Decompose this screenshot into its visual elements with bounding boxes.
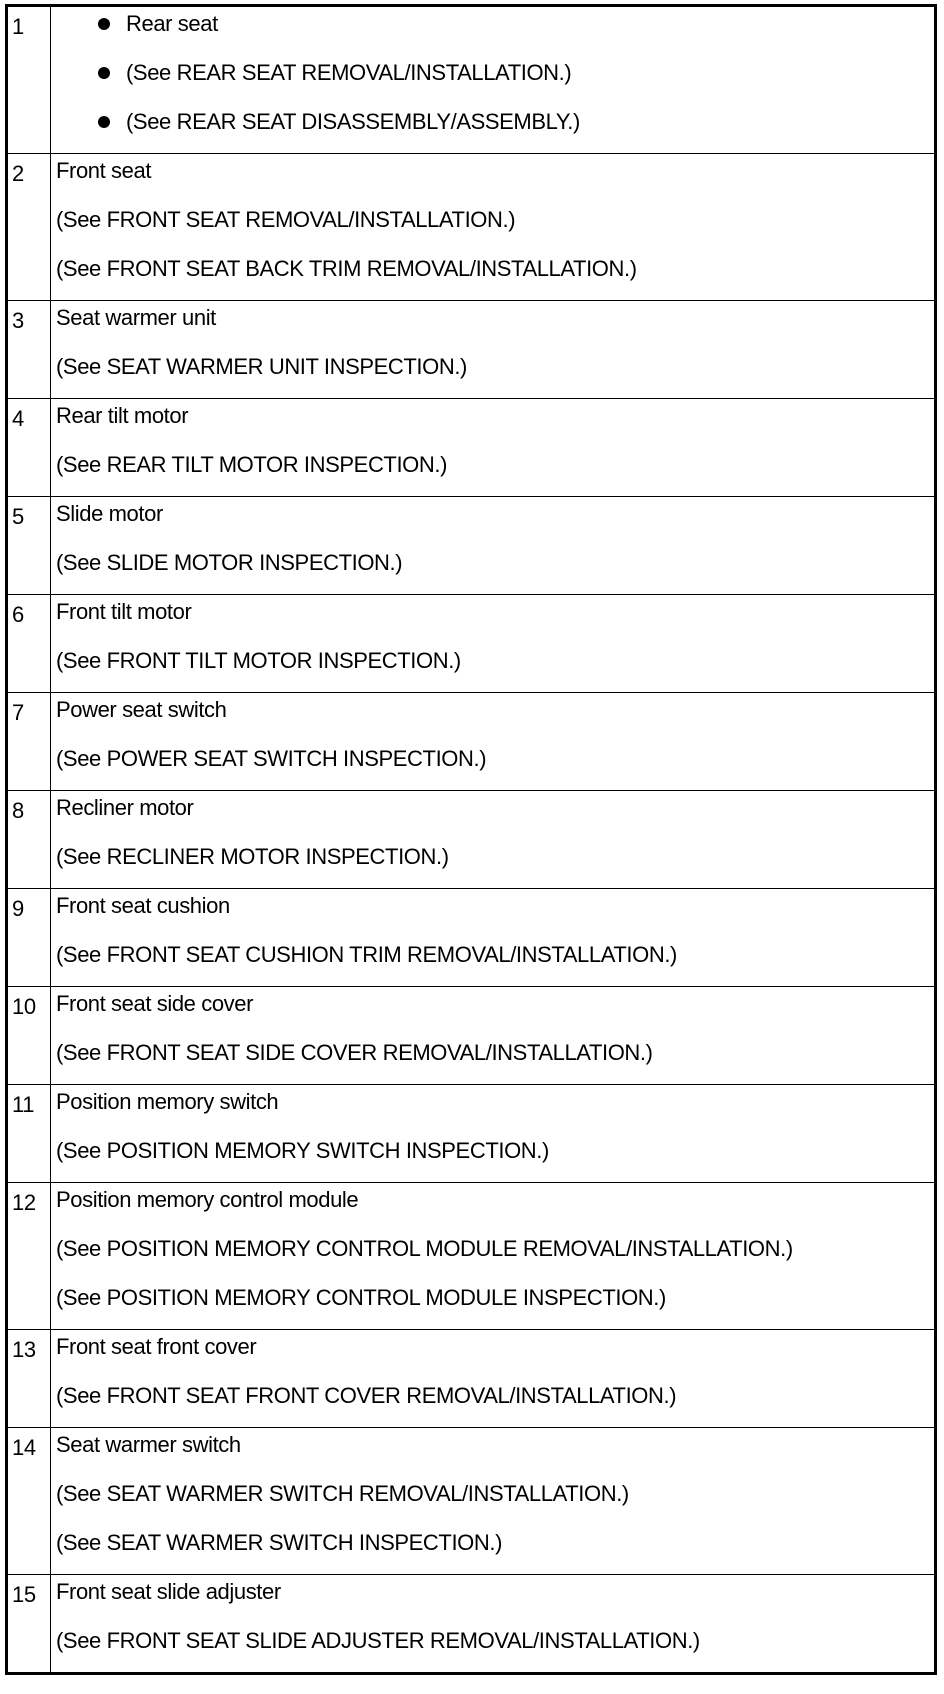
line-text: (See FRONT SEAT FRONT COVER REMOVAL/INSTALLATION.) xyxy=(56,1383,677,1408)
reference-link[interactable] xyxy=(56,742,934,790)
table-row xyxy=(7,1575,936,1674)
component-name xyxy=(56,889,934,938)
item-description xyxy=(51,1428,936,1575)
table-row xyxy=(7,1428,936,1575)
line-text: (See REAR TILT MOTOR INSPECTION.) xyxy=(56,452,448,477)
component-name xyxy=(56,301,934,350)
item-number: 7 xyxy=(7,693,51,791)
component-name xyxy=(56,1575,934,1624)
table-row xyxy=(7,154,936,301)
item-number: 14 xyxy=(7,1428,51,1575)
item-description xyxy=(51,889,936,987)
line-text: Front seat slide adjuster xyxy=(56,1579,281,1604)
line-text: Power seat switch xyxy=(56,697,227,722)
component-name xyxy=(56,595,934,644)
item-description xyxy=(51,1575,936,1674)
reference-link[interactable] xyxy=(56,448,934,496)
item-description xyxy=(51,1085,936,1183)
line-text: (See FRONT SEAT SIDE COVER REMOVAL/INSTALLATION.) xyxy=(56,1040,653,1065)
reference-link[interactable] xyxy=(56,56,934,105)
item-description xyxy=(51,1330,936,1428)
reference-link[interactable] xyxy=(56,1379,934,1427)
item-description xyxy=(51,595,936,693)
line-text: Front seat xyxy=(56,158,152,183)
reference-link[interactable] xyxy=(56,105,934,153)
table-row xyxy=(7,595,936,693)
line-text: Front seat front cover xyxy=(56,1334,257,1359)
line-text: Position memory switch xyxy=(56,1089,279,1114)
component-name xyxy=(56,1428,934,1477)
component-name xyxy=(56,987,934,1036)
table-row xyxy=(7,497,936,595)
line-text: Recliner motor xyxy=(56,795,194,820)
component-name xyxy=(56,791,934,840)
table-row xyxy=(7,399,936,497)
reference-link[interactable] xyxy=(56,1134,934,1182)
component-name xyxy=(56,7,934,56)
reference-link[interactable] xyxy=(56,1281,934,1329)
line-text: (See FRONT TILT MOTOR INSPECTION.) xyxy=(56,648,461,673)
table-row xyxy=(7,1085,936,1183)
line-text: (See RECLINER MOTOR INSPECTION.) xyxy=(56,844,449,869)
item-number: 8 xyxy=(7,791,51,889)
parts-table xyxy=(5,4,937,1675)
reference-link[interactable] xyxy=(56,840,934,888)
line-text: Front tilt motor xyxy=(56,599,192,624)
reference-link[interactable] xyxy=(56,350,934,398)
table-row xyxy=(7,889,936,987)
reference-link[interactable] xyxy=(56,1477,934,1526)
line-text: Slide motor xyxy=(56,501,163,526)
item-number: 9 xyxy=(7,889,51,987)
line-text: (See POSITION MEMORY CONTROL MODULE INSPECTION.) xyxy=(56,1285,666,1310)
reference-link[interactable] xyxy=(56,1036,934,1084)
component-name xyxy=(56,399,934,448)
item-description xyxy=(51,987,936,1085)
item-description xyxy=(51,399,936,497)
component-name xyxy=(56,1183,934,1232)
item-number: 10 xyxy=(7,987,51,1085)
line-text: (See FRONT SEAT REMOVAL/INSTALLATION.) xyxy=(56,207,516,232)
line-text: Position memory control module xyxy=(56,1187,359,1212)
item-number: 15 xyxy=(7,1575,51,1674)
item-description xyxy=(51,154,936,301)
item-description xyxy=(51,1183,936,1330)
item-number: 2 xyxy=(7,154,51,301)
line-text: (See FRONT SEAT CUSHION TRIM REMOVAL/INSTALLATION.) xyxy=(56,942,677,967)
table-row xyxy=(7,6,936,154)
table-row xyxy=(7,1183,936,1330)
item-number: 5 xyxy=(7,497,51,595)
item-number: 12 xyxy=(7,1183,51,1330)
reference-link[interactable] xyxy=(56,1526,934,1574)
line-text: (See SLIDE MOTOR INSPECTION.) xyxy=(56,550,403,575)
line-text: Rear seat xyxy=(126,11,218,36)
component-name xyxy=(56,154,934,203)
line-text: (See SEAT WARMER UNIT INSPECTION.) xyxy=(56,354,467,379)
item-number: 4 xyxy=(7,399,51,497)
line-text: (See POSITION MEMORY SWITCH INSPECTION.) xyxy=(56,1138,549,1163)
table-row xyxy=(7,301,936,399)
item-number: 3 xyxy=(7,301,51,399)
line-text: (See REAR SEAT REMOVAL/INSTALLATION.) xyxy=(126,60,572,85)
line-text: Seat warmer switch xyxy=(56,1432,241,1457)
line-text: Front seat side cover xyxy=(56,991,254,1016)
line-text: (See SEAT WARMER SWITCH INSPECTION.) xyxy=(56,1530,503,1555)
reference-link[interactable] xyxy=(56,252,934,300)
line-text: (See POSITION MEMORY CONTROL MODULE REMOVAL/INSTALLATION.) xyxy=(56,1236,793,1261)
parts-table-body xyxy=(7,6,936,1674)
line-text: (See SEAT WARMER SWITCH REMOVAL/INSTALLATION.) xyxy=(56,1481,629,1506)
component-name xyxy=(56,1330,934,1379)
reference-link[interactable] xyxy=(56,203,934,252)
item-description xyxy=(51,301,936,399)
line-text: (See REAR SEAT DISASSEMBLY/ASSEMBLY.) xyxy=(126,109,580,134)
item-number: 11 xyxy=(7,1085,51,1183)
component-name xyxy=(56,1085,934,1134)
line-text: Seat warmer unit xyxy=(56,305,216,330)
line-text: Front seat cushion xyxy=(56,893,230,918)
reference-link[interactable] xyxy=(56,644,934,692)
item-description xyxy=(51,6,936,154)
table-row xyxy=(7,987,936,1085)
reference-link[interactable] xyxy=(56,938,934,986)
table-row xyxy=(7,1330,936,1428)
table-row xyxy=(7,791,936,889)
item-number: 13 xyxy=(7,1330,51,1428)
line-text: (See POWER SEAT SWITCH INSPECTION.) xyxy=(56,746,487,771)
item-description xyxy=(51,497,936,595)
reference-link[interactable] xyxy=(56,1232,934,1281)
reference-link[interactable] xyxy=(56,1624,934,1672)
line-text: (See FRONT SEAT SLIDE ADJUSTER REMOVAL/INSTALLATION.) xyxy=(56,1628,700,1653)
table-row xyxy=(7,693,936,791)
line-text: (See FRONT SEAT BACK TRIM REMOVAL/INSTALLATION.) xyxy=(56,256,637,281)
component-name xyxy=(56,497,934,546)
component-name xyxy=(56,693,934,742)
item-description xyxy=(51,693,936,791)
item-description xyxy=(51,791,936,889)
item-number: 6 xyxy=(7,595,51,693)
reference-link[interactable] xyxy=(56,546,934,594)
item-number: 1 xyxy=(7,6,51,154)
line-text: Rear tilt motor xyxy=(56,403,189,428)
